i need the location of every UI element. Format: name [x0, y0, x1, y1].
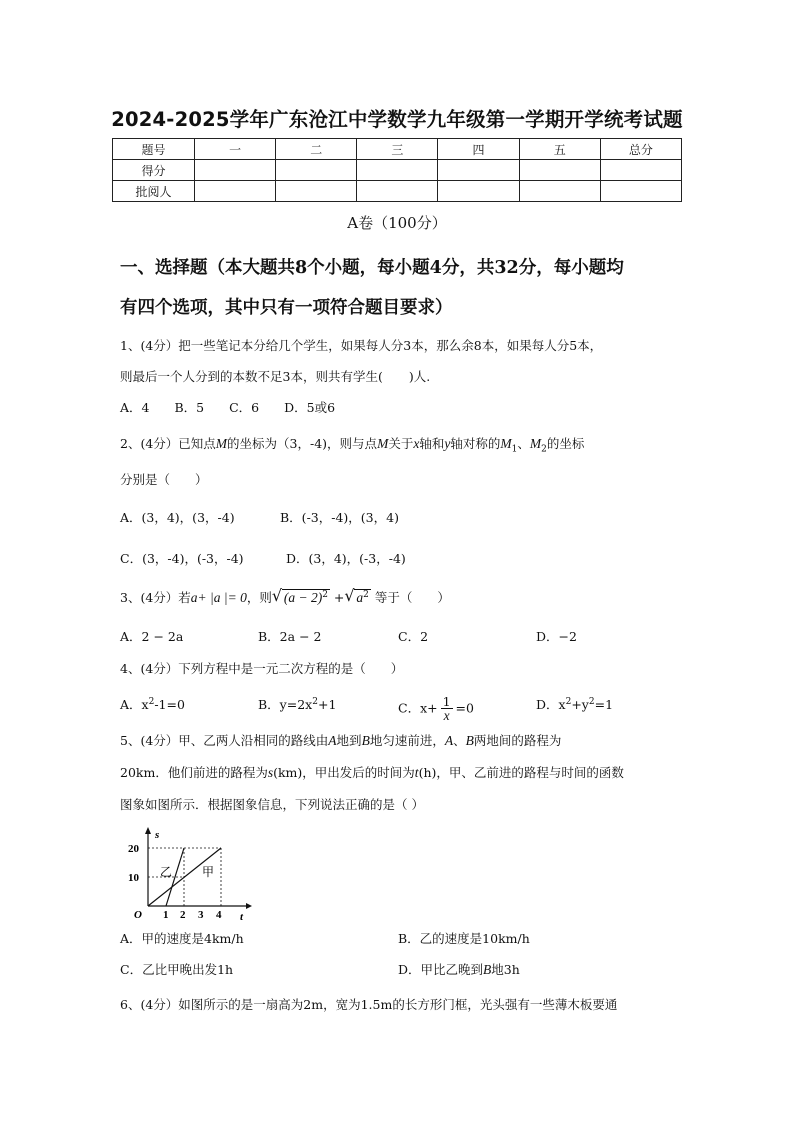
table-cell — [438, 160, 519, 181]
q3-option-d: D．−2 — [536, 629, 577, 644]
table-cell — [600, 181, 681, 202]
q2-text: 轴和 — [419, 436, 445, 451]
var-m: M — [215, 436, 228, 451]
q5-option-c: C．乙比甲晚出发1h — [120, 962, 234, 977]
q2-option-b: B．(-3，-4)，(3，4) — [280, 510, 399, 525]
q2-text: 轴对称的 — [450, 436, 501, 451]
x-axis-arrow-icon — [246, 903, 252, 909]
table-cell — [519, 160, 600, 181]
q2-line1 — [120, 434, 584, 455]
table-cell — [438, 181, 519, 202]
q5-text: D．甲比乙晚到 — [398, 962, 484, 977]
q4-option-a — [120, 695, 185, 713]
table-row — [113, 139, 682, 160]
table-row-label: 得分 — [113, 160, 195, 181]
table-header-cell: 四 — [438, 139, 519, 160]
sqrt-expr-2 — [344, 585, 370, 606]
table-header-cell: 题号 — [113, 139, 195, 160]
q2-option-a: A．(3，4)，(3，-4) — [120, 510, 235, 525]
subscript: 2 — [541, 444, 547, 455]
q4-text: D．x — [536, 697, 566, 712]
part1-heading-line2: 有四个选项，其中只有一项符合题目要求） — [120, 298, 453, 318]
q2-text: 的坐标 — [546, 436, 585, 451]
q5-text: 地匀速前进， — [369, 733, 445, 748]
q5-text: 20km．他们前进的路程为 — [120, 765, 268, 780]
x-tick-label: 1 — [163, 909, 169, 921]
table-row — [113, 160, 682, 181]
q3-text: 3、(4分）若 — [120, 590, 191, 605]
q4-stem: 4、(4分）下列方程中是一元二次方程的是（ ） — [120, 661, 404, 676]
q5-text: 两地间的路程为 — [473, 733, 562, 748]
section-a-heading: A卷（100分） — [347, 214, 447, 232]
q2-text: 的坐标为（3，-4)，则与点 — [227, 436, 378, 451]
table-cell — [195, 181, 276, 202]
q4-text: C．x+ — [398, 700, 438, 716]
fraction — [441, 695, 453, 723]
q1-text-end: )人. — [408, 369, 431, 384]
plus-sign: + — [333, 590, 345, 605]
q2-option-c: C．(3，-4)，(-3，-4) — [120, 551, 244, 566]
q1-text: 则最后一个人分到的本数不足3本，则共有学生( — [120, 369, 383, 384]
q5-text: 地到 — [336, 733, 362, 748]
table-header-cell: 总分 — [600, 139, 681, 160]
q3-text: 等于（ ） — [374, 590, 450, 605]
var-m: M — [377, 436, 389, 451]
var-b: B — [361, 733, 370, 748]
q2-text: 、 — [517, 436, 530, 451]
q1-line1: 1、(4分）把一些笔记本分给几个学生，如果每人分3本，那么余8本，如果每人分5本， — [120, 338, 603, 353]
superscript: 2 — [565, 696, 572, 707]
q1-line2 — [120, 367, 430, 385]
x-tick-label: 2 — [180, 909, 186, 921]
x-tick-label: 3 — [198, 909, 204, 921]
q5-line3: 图象如图所示．根据图象信息，下列说法正确的是（ ） — [120, 797, 424, 812]
q5-line2 — [120, 763, 624, 781]
q5-option-a: A．甲的速度是4km/h — [120, 931, 244, 946]
y-tick-label: 10 — [128, 872, 139, 884]
table-cell — [357, 160, 438, 181]
q3-option-a: A．2 − 2a — [120, 629, 184, 644]
y-axis-arrow-icon — [145, 827, 151, 834]
table-row-label: 批阅人 — [113, 181, 195, 202]
table-cell — [276, 181, 357, 202]
q3-option-c: C．2 — [398, 629, 429, 644]
var-x: x — [413, 436, 420, 451]
q4-option-c — [398, 695, 474, 723]
q5-text: (km)，甲出发后的时间为 — [273, 765, 415, 780]
q4-option-d — [536, 695, 613, 713]
distance-time-graph — [126, 826, 256, 923]
q5-line1 — [120, 731, 561, 749]
table-cell — [357, 181, 438, 202]
exam-title: 2024-2025学年广东沧江中学数学九年级第一学期开学统考试题 — [111, 108, 683, 131]
q2-text: 关于 — [388, 436, 414, 451]
var-a: A — [328, 733, 337, 748]
var-a: A — [444, 733, 454, 748]
part1-heading-line1: 一、选择题（本大题共8个小题，每小题4分，共32分，每小题均 — [120, 258, 624, 278]
var-s: s — [267, 765, 274, 780]
q3-radicand-2: a — [356, 590, 364, 605]
q4-text: =0 — [455, 700, 474, 716]
q5-text: 5、(4分）甲、乙两人沿相同的路线由 — [120, 733, 329, 748]
table-cell — [519, 181, 600, 202]
axis-label-t: t — [240, 911, 244, 923]
superscript: 2 — [363, 589, 369, 600]
q2-option-d: D．(3，4)，(-3，-4) — [286, 551, 406, 566]
x-tick-label: 4 — [216, 909, 222, 921]
q4-text: -1=0 — [154, 697, 185, 712]
sqrt-icon: √ — [344, 585, 355, 605]
var-m1: M — [500, 436, 512, 451]
origin-label: O — [134, 909, 142, 921]
subscript: 1 — [511, 444, 518, 455]
table-cell — [195, 160, 276, 181]
label-jia: 甲 — [202, 865, 215, 879]
q5-option-d — [398, 960, 520, 978]
q5-text: (h)，甲、乙前进的路程与时间的函数 — [418, 765, 624, 780]
var-b: B — [483, 962, 492, 977]
fraction-denominator: x — [443, 708, 450, 723]
var-b: B — [465, 733, 474, 748]
superscript: 2 — [312, 696, 318, 707]
q4-text: A．x — [120, 697, 149, 712]
q4-text: +1 — [317, 697, 337, 712]
var-m2: M — [529, 436, 542, 451]
q3-line1 — [120, 585, 450, 606]
table-header-cell: 三 — [357, 139, 438, 160]
table-header-cell: 二 — [276, 139, 357, 160]
table-header-cell: 五 — [519, 139, 600, 160]
sqrt-icon: √ — [271, 585, 283, 605]
table-header-cell: 一 — [195, 139, 276, 160]
table-cell — [600, 160, 681, 181]
sqrt-expr-1 — [271, 585, 330, 606]
var-t: t — [414, 765, 419, 780]
label-yi: 乙 — [160, 865, 173, 879]
table-row — [113, 181, 682, 202]
q3-option-b: B．2a − 2 — [258, 629, 322, 644]
q4-text: =1 — [594, 697, 614, 712]
superscript: 2 — [322, 589, 328, 600]
q5-text: 、 — [453, 733, 466, 748]
q4-text: +y — [571, 697, 589, 712]
q4-text: B．y=2x — [258, 697, 313, 712]
q6-line1: 6、(4分）如图所示的是一扇高为2m，宽为1.5m的长方形门框，光头强有一些薄木板要通 — [120, 997, 618, 1012]
q2-line2: 分别是（ ） — [120, 472, 208, 487]
q5-option-b: B．乙的速度是10km/h — [398, 931, 530, 946]
fraction-numerator: 1 — [442, 694, 451, 709]
superscript: 2 — [148, 696, 155, 707]
y-tick-label: 20 — [128, 843, 139, 855]
axis-label-s: s — [155, 829, 160, 841]
table-cell — [276, 160, 357, 181]
q2-text: 2、(4分）已知点 — [120, 436, 216, 451]
q3-radicand-1: (a − 2) — [283, 590, 323, 605]
q5-text: 地3h — [491, 962, 520, 977]
score-table — [112, 138, 682, 202]
q4-option-b — [258, 695, 336, 713]
q1-options: A．4 B．5 C．6 D．5或6 — [120, 400, 336, 415]
var-y: y — [444, 436, 451, 451]
q3-condition: a+ |a |= 0 — [190, 590, 247, 605]
superscript: 2 — [588, 696, 595, 707]
q3-text: ，则 — [246, 590, 272, 605]
